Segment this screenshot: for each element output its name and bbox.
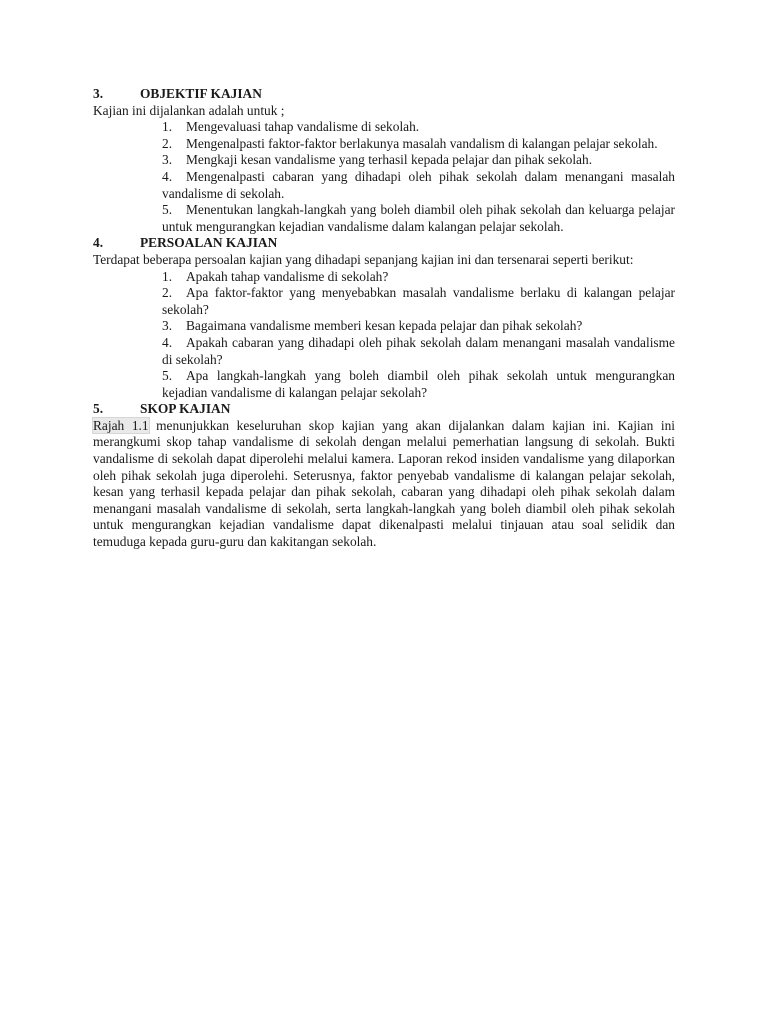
section-5-text: menunjukkan keseluruhan skop kajian yang akan dijalankan dalam kajian ini. Kajian ini merangkumi skop tahap vandalisme di sekolah dengan melalui pemerhatian langsung di sekolah. Bukti vandalisme di sekolah dapat diperolehi melalui kamera. Laporan rekod insiden vandalisme yang dilaporkan oleh pihak sekolah juga diperolehi. Seterusnya, faktor penyebab vandalisme di kalangan pelajar sekolah, kesan yang terhasil kepada pelajar dan pihak sekolah, cabaran yang dihadapi oleh pihak sekolah dalam menangani masalah vandalisme di sekolah, serta langkah-langkah yang boleh diambil oleh pihak sekolah untuk mengurangkan kejadian vandalisme dapat dikenalpasti melalui tinjauan atau soal selidik dan temuduga kepada guru-guru dan kakitangan sekolah. (93, 417, 675, 550)
figure-reference: Rajah 1.1 (93, 417, 149, 433)
section-3-number: 3. (93, 86, 104, 101)
list-item-text: Apakah cabaran yang dihadapi oleh pihak sekolah dalam menangani masalah vandalisme di sekolah? (162, 334, 675, 367)
list-item-text: Apa langkah-langkah yang boleh diambil oleh pihak sekolah untuk mengurangkan kejadian vandalisme di kalangan pelajar sekolah? (162, 368, 675, 400)
section-5-heading (93, 401, 675, 418)
list-item (162, 318, 675, 335)
section-5-number: 5. (93, 401, 104, 417)
list-item-number: 3. (162, 318, 173, 334)
list-item-text: Bagaimana vandalisme memberi kesan kepada pelajar dan pihak sekolah? (186, 318, 583, 334)
section-4-intro: Terdapat beberapa persoalan kajian yang dihadapi sepanjang kajian ini dan tersenarai seperti berikut: (93, 251, 634, 267)
objectives-list (162, 119, 675, 235)
list-item-text: Mengkaji kesan vandalisme yang terhasil kepada pelajar dan pihak sekolah. (186, 152, 593, 168)
list-item-text: Apa faktor-faktor yang menyebabkan masalah vandalisme berlaku di kalangan pelajar sekolah? (162, 285, 675, 317)
section-5-title: SKOP KAJIAN (140, 401, 231, 417)
list-item-number: 5. (162, 368, 173, 384)
list-item-number: 3. (162, 152, 173, 168)
list-item (162, 269, 675, 286)
list-item-text: Apakah tahap vandalisme di sekolah? (186, 268, 389, 284)
section-5-body (93, 418, 675, 551)
list-item (162, 136, 675, 153)
list-item-number: 2. (162, 135, 173, 151)
list-item-number: 1. (162, 119, 173, 135)
list-item-number: 1. (162, 268, 173, 284)
section-3-title: OBJEKTIF KAJIAN (140, 86, 262, 101)
list-item-number: 4. (162, 334, 173, 350)
list-item (162, 335, 675, 368)
list-item-text: Mengenalpasti cabaran yang dihadapi oleh pihak sekolah dalam menangani masalah vandalisme di sekolah. (162, 168, 675, 201)
list-item-number: 2. (162, 285, 173, 301)
list-item (162, 285, 675, 318)
list-item (162, 169, 675, 202)
list-item-number: 4. (162, 168, 173, 184)
section-3-heading (93, 86, 675, 103)
list-item-text: Mengevaluasi tahap vandalisme di sekolah. (186, 119, 420, 135)
document-page (93, 86, 675, 551)
list-item (162, 119, 675, 136)
list-item-text: Mengenalpasti faktor-faktor berlakunya masalah vandalism di kalangan pelajar sekolah. (186, 135, 658, 151)
list-item (162, 152, 675, 169)
section-4-title: PERSOALAN KAJIAN (140, 235, 278, 251)
list-item (162, 202, 675, 235)
section-4-number: 4. (93, 235, 104, 251)
list-item (162, 368, 675, 401)
section-4-heading (93, 235, 675, 252)
questions-list (162, 269, 675, 402)
section-3-intro: Kajian ini dijalankan adalah untuk ; (93, 102, 285, 118)
list-item-number: 5. (162, 202, 173, 218)
list-item-text: Menentukan langkah-langkah yang boleh diambil oleh pihak sekolah dan keluarga pelajar untuk mengurangkan kejadian vandalisme dalam kalangan pelajar sekolah. (162, 202, 675, 234)
